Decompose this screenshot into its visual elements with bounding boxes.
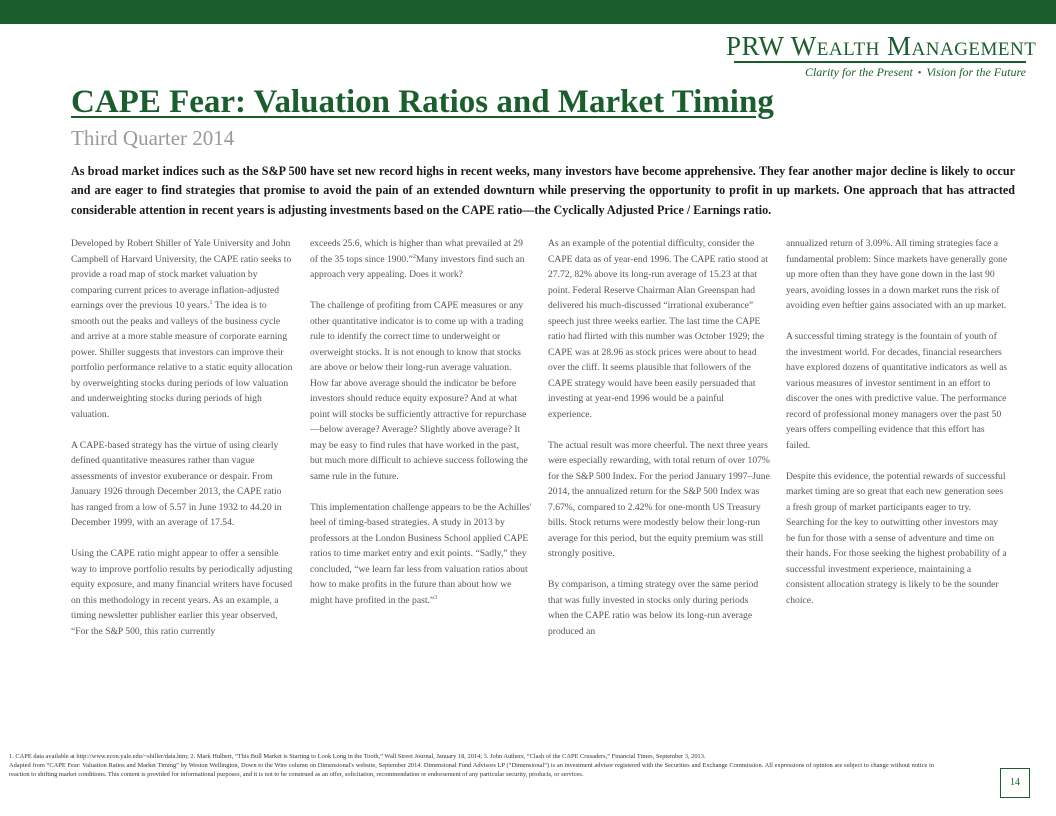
brand-tagline [726, 65, 1026, 81]
column-paragraph: Using the CAPE ratio might appear to offer a sensible way to improve portfolio results by periodically adjusting equity exposure, and many financial writers have focused on this methodology in recent years. As an example, a timing newsletter publisher earlier this year observed, “For the S&P 500, this ratio currently [71, 548, 293, 637]
brand-name: PRW Wealth Management [726, 31, 1037, 61]
column-paragraph: A successful timing strategy is the fountain of youth of the investment world. For decades, financial researchers have explored dozens of quantitative indicators as well as various measures of investor sentiment in an effort to discover the ones with predictive value. The performance record of professional money managers over the past 50 years offers compelling evidence that this effort has failed. [786, 331, 1008, 451]
column-paragraph: Despite this evidence, the potential rewards of successful market timing are so great that each new generation sees a fresh group of market participants eager to try. Searching for the key to outwitting other investors may be fun for those with a sense of adventure and time on their hands. For those seeking the highest probability of a successful investment experience, maintaining a consistent allocation strategy is likely to be the sounder choice. [786, 470, 1007, 606]
body-column-4 [786, 236, 1008, 736]
tagline-left: Clarity for the Present [804, 65, 913, 79]
footnotes [9, 753, 934, 811]
column-paragraph: The actual result was more cheerful. The next three years were especially rewarding, with total return of over 107% for the S&P 500 Index. For the period January 1997–June 2014, the annualized return for the S&P 500 Index was 7.67%, compared to 2.42% for one-month US Treasury bills. Stock returns were modestly below their long-run average for this period, but the equity premium was still strongly positive. [548, 439, 770, 559]
column-paragraph: This implementation challenge appears to be the Achilles' heel of timing-based strategies. A study in 2013 by professors at the London Business School applied CAPE ratios to time market entry and exit points. “Sadly,” they concluded, “we learn far less from valuation ratios about how to make profits in the future than about how we might have profited in the past.”$^3$ [310, 501, 532, 606]
brand-logo [726, 31, 1037, 81]
disclaimer: Adapted from “CAPE Fear: Valuation Ratios and Market Timing” by Weston Wellington, Down to the Wire column on Dimensional's website, September 2014. Dimensional Fund Advisors LP (“Dimensional”) is an investment advisor registered with the Securities and Exchange Commission. All expressions of opinion are subject to change without notice in reaction to shifting market conditions. This content is provided for informational purposes, and it is not to be construed as an offer, solicitation, recommendation or endorsement of any particular security, products, or services. [9, 761, 934, 778]
column-paragraph: Developed by Robert Shiller of Yale University and John Campbell of Harvard University, the CAPE ratio seeks to provide a road map of stock market valuation by comparing current prices to average inflation-adjusted earnings over the previous 10 years.$^1$ The idea is to smooth out the peaks and valleys of the business cycle and arrive at a more stable measure of corporate earning power. Shiller suggests that investors can improve their portfolio performance relative to a static equity allocation by overweighting stocks during periods of low valuation and underweighting stocks during periods of high valuation. [71, 238, 293, 420]
column-paragraph: annualized return of 3.09%. All timing strategies face a fundamental problem: Since markets have generally gone up more often than they have gone down in the last 90 years, avoiding losses in a down market runs the risk of avoiding even heftier gains associated with an up market. [786, 238, 1008, 311]
body-column-1 [71, 236, 293, 736]
column-paragraph: By comparison, a timing strategy over the same period that was fully invested in stocks only during periods when the CAPE ratio was below its long-run average produced an [548, 579, 759, 637]
column-paragraph: As an example of the potential difficulty, consider the CAPE data as of year-end 1996. The CAPE ratio stood at 27.72, 82% above its long-run average of 15.23 at that point. Federal Reserve Chairman Alan Greenspan had delivered his much-discussed “irrational exuberance” speech just three weeks earlier. The last time the CAPE ratio had flirted with this number was October 1929; the CAPE was at 28.96 as stock prices were about to head over the cliff. It seems plausible that followers of the CAPE strategy would have been easily persuaded that investing at year-end 1996 would be a painful experience. [548, 238, 768, 420]
body-column-2 [310, 236, 532, 736]
intro-paragraph: As broad market indices such as the S&P 500 have set new record highs in recent weeks, many investors have become apprehensive. They fear another major decline is likely to occur and are eager to find strategies that promise to avoid the pain of an extended downturn while preserving the opportunity to profit in up markets. One approach that has attracted considerable attention in recent years is adjusting investments based on the CAPE ratio—the Cyclically Adjusted Price / Earnings ratio. [71, 164, 1015, 217]
page-subtitle: Third Quarter 2014 [71, 126, 235, 150]
column-paragraph: A CAPE-based strategy has the virtue of using clearly defined quantitative measures rather than vague assessments of investor exuberance or despair. From January 1926 through December 2013, the CAPE ratio has ranged from a low of 5.57 in June 1932 to 44.20 in December 1999, with an average of 17.54. [71, 439, 282, 528]
tagline-right: Vision for the Future [926, 65, 1026, 79]
page-title: CAPE Fear: Valuation Ratios and Market Timing [71, 84, 774, 120]
page-number: 14 [1000, 768, 1030, 798]
footnote-ref: 3 [434, 594, 438, 601]
top-green-bar [0, 0, 1056, 24]
footnote-ref: 1 [209, 299, 213, 306]
body-column-3 [548, 236, 770, 736]
footnote-citations: 1. CAPE data available at http://www.econ.yale.edu/~shiller/data.htm; 2. Mark Hulbert, “This Bull Market is Starting to Look Long in the Tooth,” Wall Street Journal, January 18, 2014; 3. John Authers, “Clash of the CAPE Crusaders,” Financial Times, September 3, 2013. [9, 753, 706, 760]
brand-divider [734, 61, 1026, 63]
tagline-separator: • [917, 68, 922, 79]
column-paragraph: The challenge of profiting from CAPE measures or any other quantitative indicator is to come up with a trading rule to identify the correct time to underweight or overweight stocks. It is not enough to know that stocks are above or below their long-run average valuation. How far above average should the indicator be before investors should reduce equity exposure? And at what point will stocks be sufficiently attractive for repurchase—below average? Average? Slightly above average? It may be easy to find rules that have worked in the past, but much more difficult to achieve success following the same rule in the future. [310, 300, 528, 482]
footnote-ref: 2 [412, 253, 416, 260]
column-paragraph: exceeds 25.6, which is higher than what prevailed at 29 of the 35 tops since 1900.”$^2$Many investors find such an approach very appealing. Does it work? [310, 238, 525, 280]
